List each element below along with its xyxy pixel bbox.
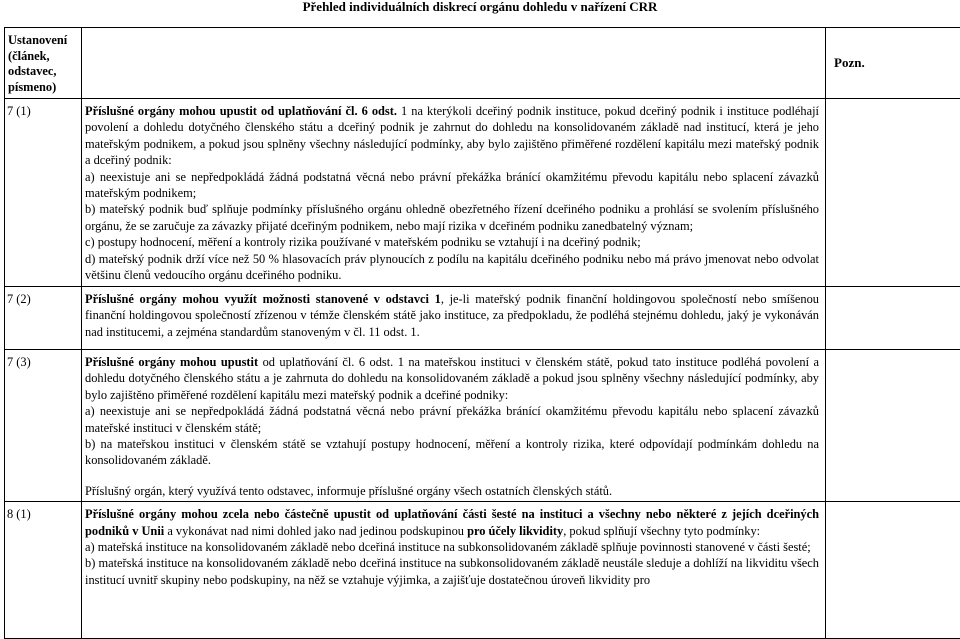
header-notes: Pozn. [826,28,960,99]
row-paragraph: b) mateřský podnik buď splňuje podmínky příslušného orgánu ohledně obezřetného řízení dceřiného podniku a prohlásí se svolením příslušného orgánu, že se zaručuje za závazky přijaté dceřiným podnikem, nebo mají rizika v dceřiném podniku zanedbatelný význam; [85,201,819,234]
row-lead: Příslušné orgány mohou upustit [85,355,258,369]
row-paragraph-text: a vykonávat nad nimi dohled jako nad jedinou podskupinou [164,524,467,538]
table-row [5,287,960,350]
table-header-row [5,28,960,99]
row-paragraph [85,354,819,403]
row-paragraph-text: , je-li mateřský podnik finanční holdingovou společností nebo smíšenou finanční holdingovou společností zřízenou v témže členském státě jako instituce, za předpokladu, že podléhá stejnému dohledu, jaký je vykonáván nad institucemi, a zejména standardům stanoveným v čl. 11 odst. 1. [85,292,819,339]
row-text [82,287,826,350]
table-row [5,99,960,287]
table-row [5,350,960,502]
row-emphasis: pro účely likvidity [467,524,563,538]
row-paragraph: d) mateřský podnik drží více než 50 % hlasovacích práv plynoucích z podílu na kapitálu dceřiného podniku nebo má právo jmenovat nebo odvolat většinu členů vedoucího orgánu dceřiného podniku. [85,251,819,284]
row-paragraph-text: , pokud splňují všechny tyto podmínky: [563,524,760,538]
row-paragraph: c) postupy hodnocení, měření a kontroly rizika používané v mateřském podniku se vztahují i na dceřiný podnik; [85,234,819,250]
row-lead: Příslušné orgány mohou využít možnosti stanovené v odstavci 1 [85,292,441,306]
row-lead: Příslušné orgány mohou upustit od uplatňování čl. 6 odst. [85,104,397,118]
row-paragraph: b) na mateřskou instituci v členském státě se vztahují postupy hodnocení, měření a kontroly rizika, které odpovídají podmínkám dohledu na konsolidovaném základě. [85,436,819,469]
row-paragraph-text: 1 na kterýkoli dceřiný podnik instituce, pokud dceřiný podnik i instituce podléhají povolení a dohledu dotyčného členského státu a dceřiný podnik je zahrnut do dohledu na konsolidovaném základě nad institucí, která je jeho mateřským podnikem, a pokud jsou splněny všechny následující podmínky, aby bylo zajištěno přiměřené rozdělení kapitálu mezi mateřský podnik a dceřiný podnik: [85,104,819,167]
row-note [826,287,960,350]
row-text [82,99,826,287]
page-title: Přehled individuálních diskrecí orgánu dohledu v nařízení CRR [0,0,960,15]
header-provision: Ustanovení (článek, odstavec, písmeno) [5,28,82,99]
row-note [826,99,960,287]
row-paragraph [85,103,819,169]
row-paragraph: Příslušný orgán, který využívá tento odstavec, informuje příslušné orgány všech ostatních členských států. [85,483,819,499]
header-text [82,28,826,99]
row-paragraph: a) neexistuje ani se nepředpokládá žádná podstatná věcná nebo právní překážka bránící okamžitému převodu kapitálu nebo splacení závazků mateřské instituci v členském státě; [85,403,819,436]
row-text [82,350,826,502]
row-note [826,502,960,639]
row-lead: Příslušné orgány mohou zcela nebo částečně upustit od uplatňování části šesté na instituci a všechny nebo některé z jejích dceřiných podniků v Unii [85,507,819,537]
row-reference: 7 (1) [5,99,82,287]
row-paragraph [85,291,819,340]
discretion-table [4,27,960,639]
row-text [82,502,826,639]
row-paragraph-text: od uplatňování čl. 6 odst. 1 na mateřskou instituci v členském státě, pokud tato instituce podléhá povolení a dohledu dotyčného členského státu a je zahrnuta do dohledu na konsolidovaném základě a pokud jsou splněny všechny následující podmínky, aby bylo zajištěno přiměřené rozdělení kapitálu mezi mateřský podnik a dceřiné podniky: [85,355,819,402]
row-paragraph: a) mateřská instituce na konsolidovaném základě nebo dceřiná instituce na subkonsolidovaném základě splňuje povinnosti stanovené v části šesté; [85,539,819,555]
table-row [5,502,960,639]
row-paragraph: a) neexistuje ani se nepředpokládá žádná podstatná věcná nebo právní překážka bránící okamžitému převodu kapitálu nebo splacení závazků mateřským podnikem; [85,169,819,202]
row-note [826,350,960,502]
row-reference: 7 (3) [5,350,82,502]
row-paragraph [85,506,819,539]
row-reference: 7 (2) [5,287,82,350]
row-paragraph: b) mateřská instituce na konsolidovaném základě nebo dceřiná instituce na subkonsolidovaném základě neustále sleduje a dohlíží na likviditu všech institucí uvnitř skupiny nebo podskupiny, na něž se vztahuje výjimka, a zajišťuje dostatečnou úroveň likvidity pro [85,555,819,588]
row-reference: 8 (1) [5,502,82,639]
